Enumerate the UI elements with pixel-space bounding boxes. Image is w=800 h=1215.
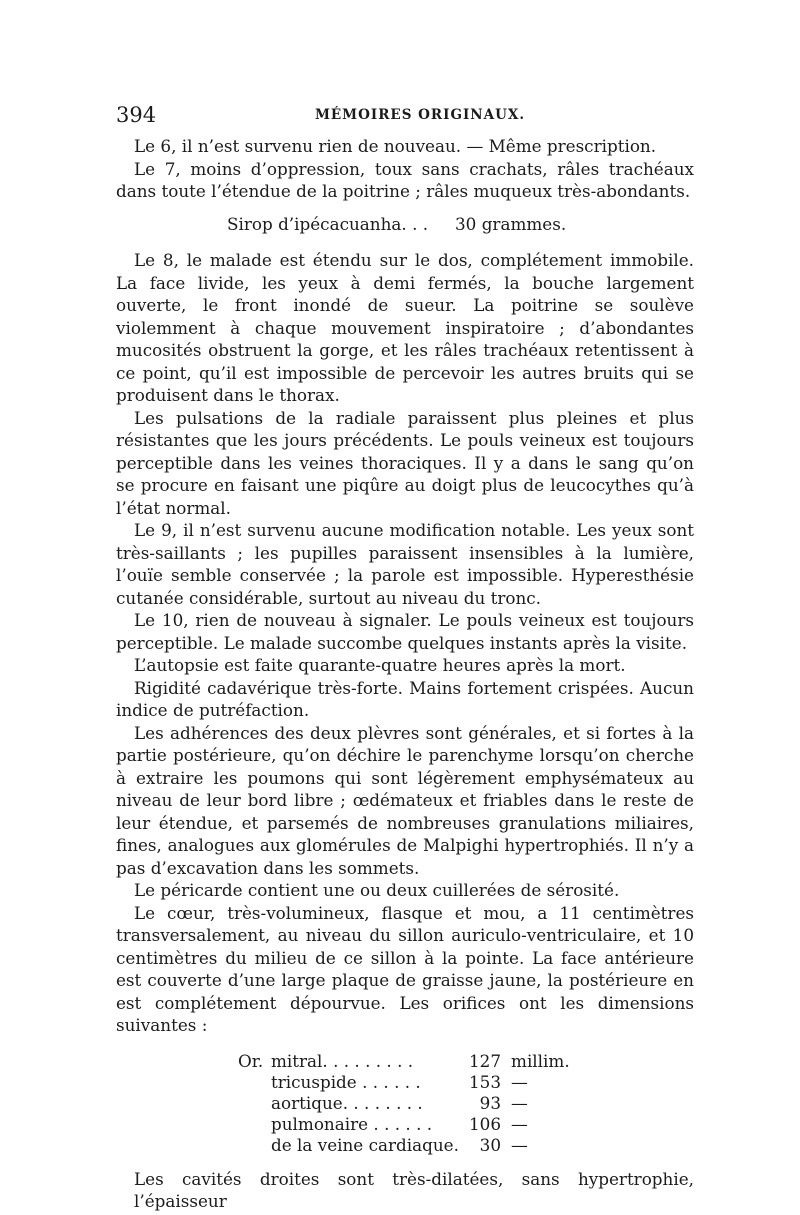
paragraph: Le 7, moins d’oppression, toux sans crachats, râles trachéaux dans toute l’étendue de la poitrine ; râles muqueux très-abondants. — [116, 158, 694, 201]
orifice-name: pulmonaire . . . . . . — [271, 1113, 433, 1134]
paragraph: L’autopsie est faite quarante-quatre heures après la mort. — [134, 655, 626, 675]
paragraph: Le 10, rien de nouveau à signaler. Le pouls veineux est toujours perceptible. Le malade succombe quelques instants après la visite. — [116, 610, 694, 653]
table-row — [238, 1135, 570, 1156]
page-header — [116, 103, 696, 129]
table-row — [238, 1072, 570, 1093]
running-title: MÉMOIRES ORIGINAUX. — [314, 107, 526, 123]
row-prefix — [238, 1135, 271, 1156]
orifice-unit: — — [511, 1092, 528, 1113]
orifice-unit: — — [511, 1071, 528, 1092]
prescription-dose: 30 grammes. — [455, 213, 567, 234]
row-prefix: Or. — [238, 1050, 264, 1071]
orifice-value: 106 — [469, 1113, 502, 1134]
orifice-unit: — — [511, 1134, 528, 1155]
prescription-drug: Sirop d’ipécacuanha. . . — [227, 213, 429, 234]
paragraph: Le 9, il n’est survenu aucune modification notable. Les yeux sont très-saillants ; les pupilles paraissent insensibles à la lumière, l’ouïe semble conservée ; la parole est impossible. Hyperesthésie cutanée considérable, surtout au niveau du tronc. — [116, 520, 694, 608]
orifice-dimensions-table — [238, 1051, 570, 1156]
paragraph: Les cavités droites sont très-dilatées, sans hypertrophie, l’épaisseur — [134, 1168, 694, 1211]
table-row — [238, 1051, 570, 1072]
orifice-value: 153 — [469, 1071, 502, 1092]
body-text — [116, 135, 694, 1213]
page-number: 394 — [116, 103, 157, 127]
paragraph: Le péricarde contient une ou deux cuillerées de sérosité. — [134, 880, 620, 900]
prescription — [116, 213, 694, 236]
paragraph: Le 8, le malade est étendu sur le dos, complétement immobile. La face livide, les yeux à demi fermés, la bouche largement ouverte, le front inondé de sueur. La poitrine se soulève violemment à chaque mouvement inspiratoire ; d’abondantes mucosités obstruent la gorge, et les râles trachéaux retentissent à ce point, qu’il est impossible de percevoir les autres bruits qui se produisent dans le thorax. — [116, 250, 694, 405]
paragraph: Les pulsations de la radiale paraissent plus pleines et plus résistantes que les jours précédents. Le pouls veineux est toujours perceptible dans les veines thoraciques. Il y a dans le sang qu’on se procure en faisant une piqûre au doigt plus de leucocythes qu’à l’état normal. — [116, 407, 694, 518]
orifice-value: 93 — [479, 1092, 502, 1113]
paragraph: Le cœur, très-volumineux, flasque et mou, a 11 centimètres transversalement, au niveau du sillon auriculo-ventriculaire, et 10 centimètres du milieu de ce sillon à la pointe. La face antérieure est couverte d’une large plaque de graisse jaune, la postérieure en est complétement dépourvue. Les orifices ont les dimensions suivantes : — [116, 902, 694, 1035]
paragraph: Rigidité cadavérique très-forte. Mains fortement crispées. Aucun indice de putréfaction. — [116, 677, 694, 720]
orifice-name: mitral. . . . . . . . . — [271, 1050, 414, 1071]
orifice-value: 127 — [469, 1050, 502, 1071]
paragraph: Les adhérences des deux plèvres sont générales, et si fortes à la partie postérieure, qu’on déchire le parenchyme lorsqu’on cherche à extraire les poumons qui sont légèrement emphysémateux au niveau de leur bord libre ; œdémateux et friables dans le reste de leur étendue, et parsemés de nombreuses granulations miliaires, fines, analogues aux glomérules de Malpighi hypertrophiés. Il n’y a pas d’excavation dans les sommets. — [116, 722, 694, 878]
orifice-value: 30 — [479, 1134, 502, 1155]
row-prefix — [238, 1114, 271, 1135]
orifice-name: tricuspide . . . . . . — [271, 1071, 421, 1092]
orifice-unit: — — [511, 1113, 528, 1134]
orifice-unit: millim. — [511, 1050, 570, 1071]
row-prefix — [238, 1093, 271, 1114]
table-row — [238, 1114, 570, 1135]
paragraph: Le 6, il n’est survenu rien de nouveau. — Même prescription. — [134, 136, 657, 156]
table-row — [238, 1093, 570, 1114]
row-prefix — [238, 1072, 271, 1093]
orifice-name: de la veine cardiaque. — [271, 1134, 459, 1155]
orifice-name: aortique. . . . . . . . — [271, 1092, 423, 1113]
